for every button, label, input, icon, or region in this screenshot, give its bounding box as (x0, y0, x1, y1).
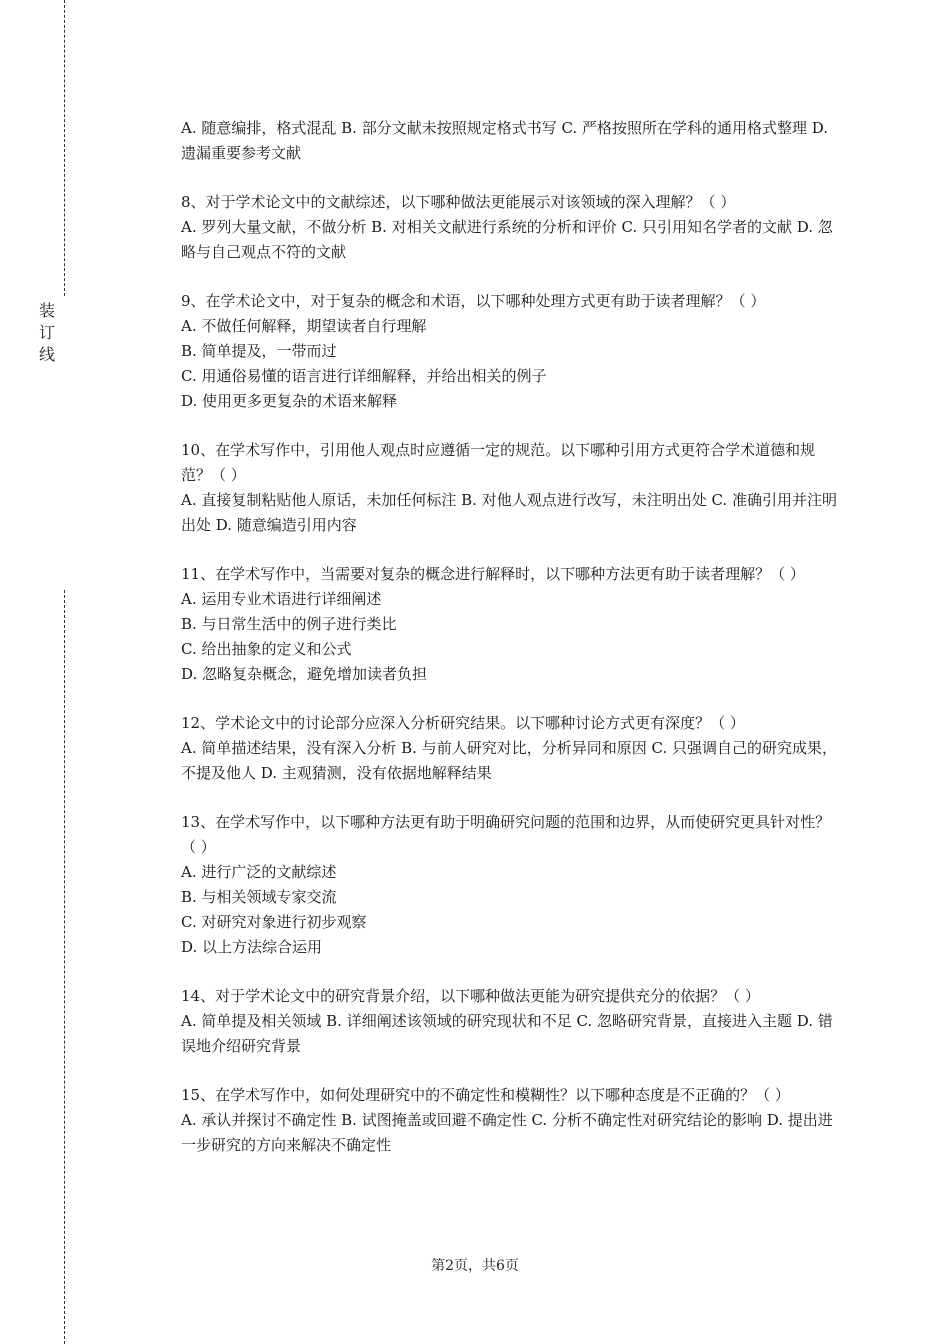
question-stem: 8、对于学术论文中的文献综述，以下哪种做法更能展示对该领域的深入理解？（ ） (181, 193, 736, 211)
question-options: A. 罗列大量文献，不做分析 B. 对相关文献进行系统的分析和评价 C. 只引用知名学者的文献 D. 忽略与自己观点不符的文献 (181, 218, 833, 261)
question-stem: 12、学术论文中的讨论部分应深入分析研究结果。以下哪种讨论方式更有深度？（ ） (181, 714, 745, 732)
question-9 (181, 289, 837, 414)
question-options: A. 简单提及相关领域 B. 详细阐述该领域的研究现状和不足 C. 忽略研究背景，直接进入主题 D. 错误地介绍研究背景 (181, 1012, 833, 1055)
binding-line-top (64, 0, 65, 296)
question-15 (181, 1083, 837, 1158)
binding-label-char: 装 (38, 301, 55, 320)
binding-label-char: 订 (38, 323, 55, 342)
question-stem: 9、在学术论文中，对于复杂的概念和术语，以下哪种处理方式更有助于读者理解？（ ） (181, 292, 766, 310)
question-12 (181, 711, 837, 786)
option-d: D. 使用更多更复杂的术语来解释 (181, 392, 398, 410)
question-stem: 11、在学术写作中，当需要对复杂的概念进行解释时，以下哪种方法更有助于读者理解？（ ） (181, 565, 805, 583)
option-c: C. 给出抽象的定义和公式 (181, 640, 352, 658)
page-number: 第2页，共6页 (431, 1258, 519, 1274)
question-options: A. 简单描述结果，没有深入分析 B. 与前人研究对比，分析异同和原因 C. 只强调自己的研究成果，不提及他人 D. 主观猜测，没有依据地解释结果 (181, 739, 837, 782)
question-8 (181, 190, 837, 265)
question-options: A. 承认并探讨不确定性 B. 试图掩盖或回避不确定性 C. 分析不确定性对研究结论的影响 D. 提出进一步研究的方向来解决不确定性 (181, 1111, 833, 1154)
option-a: A. 运用专业术语进行详细阐述 (181, 590, 382, 608)
binding-line-bottom (64, 590, 65, 1344)
question-stem: 10、在学术写作中，引用他人观点时应遵循一定的规范。以下哪种引用方式更符合学术道德和规范？（ ） (181, 441, 816, 484)
question-list (181, 116, 837, 1182)
option-d: D. 忽略复杂概念，避免增加读者负担 (181, 665, 428, 683)
previous-question-options: A. 随意编排，格式混乱 B. 部分文献未按照规定格式书写 C. 严格按照所在学科的通用格式整理 D. 遗漏重要参考文献 (181, 119, 828, 162)
binding-label (36, 300, 58, 366)
question-14 (181, 984, 837, 1059)
question-options: A. 直接复制粘贴他人原话，未加任何标注 B. 对他人观点进行改写，未注明出处 C. 准确引用并注明出处 D. 随意编造引用内容 (181, 491, 837, 534)
option-a: A. 进行广泛的文献综述 (181, 863, 337, 881)
option-b: B. 与日常生活中的例子进行类比 (181, 615, 397, 633)
option-b: B. 与相关领域专家交流 (181, 888, 337, 906)
question-11 (181, 562, 837, 687)
binding-label-char: 线 (38, 345, 55, 364)
option-c: C. 对研究对象进行初步观察 (181, 913, 367, 931)
question-13 (181, 810, 837, 960)
question-stem: 13、在学术写作中，以下哪种方法更有助于明确研究问题的范围和边界，从而使研究更具针对性？（ ） (181, 813, 831, 856)
question-stem: 14、对于学术论文中的研究背景介绍，以下哪种做法更能为研究提供充分的依据？（ ） (181, 987, 760, 1005)
option-d: D. 以上方法综合运用 (181, 938, 323, 956)
option-b: B. 简单提及，一带而过 (181, 342, 337, 360)
question-10 (181, 438, 837, 538)
question-stem: 15、在学术写作中，如何处理研究中的不确定性和模糊性？以下哪种态度是不正确的？（ ） (181, 1086, 790, 1104)
option-a: A. 不做任何解释，期望读者自行理解 (181, 317, 427, 335)
option-c: C. 用通俗易懂的语言进行详细解释，并给出相关的例子 (181, 367, 547, 385)
